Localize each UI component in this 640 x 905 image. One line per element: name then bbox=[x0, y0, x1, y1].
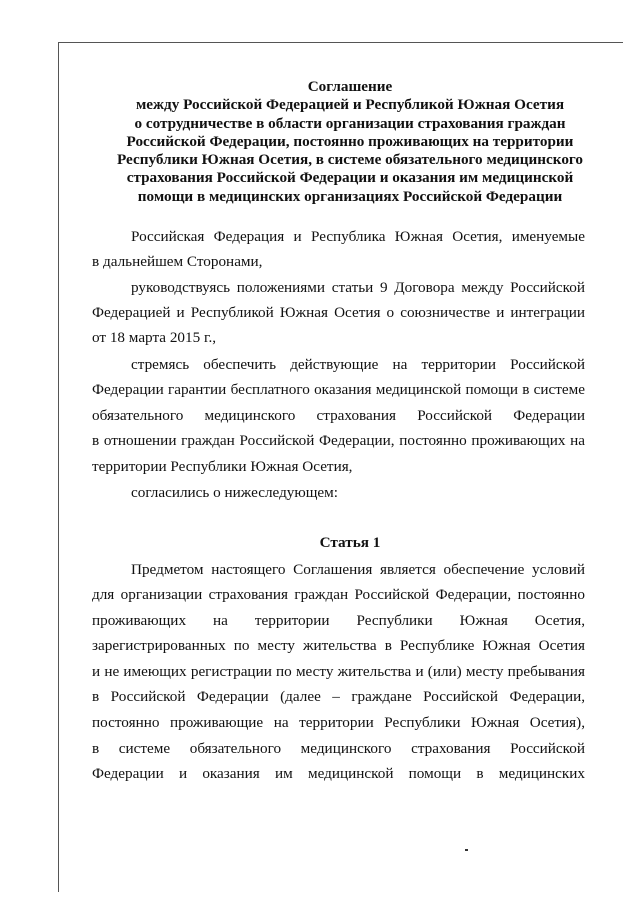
title-line: Российской Федерации, постоянно проживающих на территории bbox=[126, 132, 574, 150]
article-line: и не имеющих регистрации по месту жительства и (или) месту пребывания bbox=[92, 663, 585, 680]
title-line: Соглашение bbox=[307, 78, 393, 95]
article-line: в Российской Федерации (далее – граждане Российской Федерации, bbox=[92, 688, 585, 705]
preamble-line: согласились о нижеследующем: bbox=[131, 484, 339, 501]
preamble-line: Российская Федерация и Республика Южная Осетия, именуемые bbox=[131, 228, 585, 245]
article-line: в системе обязательного медицинского страхования Российской bbox=[92, 740, 585, 757]
preamble-line: обязательного медицинского страхования Российской Федерации bbox=[92, 407, 585, 424]
preamble-line: руководствуясь положениями статьи 9 Договора между Российской bbox=[131, 279, 585, 296]
preamble-line: стремясь обеспечить действующие на территории Российской bbox=[131, 356, 585, 373]
title-line: помощи в медицинских организациях Российской Федерации bbox=[137, 187, 563, 205]
article-line: для организации страхования граждан Российской Федерации, постоянно bbox=[92, 586, 585, 603]
article-line: зарегистрированных по месту жительства в Республике Южная Осетия bbox=[92, 637, 585, 654]
preamble-line: в дальнейшем Сторонами, bbox=[92, 253, 263, 270]
title-line: страхования Российской Федерации и оказания им медицинской bbox=[126, 169, 574, 187]
article-heading: Статья 1 bbox=[319, 534, 381, 551]
preamble-line: территории Республики Южная Осетия, bbox=[92, 458, 353, 475]
preamble-line: Федерации гарантии бесплатного оказания медицинской помощи в системе bbox=[92, 381, 585, 398]
article-line: Предметом настоящего Соглашения является обеспечение условий bbox=[131, 561, 585, 578]
article-line: постоянно проживающие на территории Республики Южная Осетия), bbox=[92, 714, 585, 731]
article-line: проживающих на территории Республики Южная Осетия, bbox=[92, 612, 585, 629]
scan-speck bbox=[465, 849, 468, 851]
title-line: о сотрудничестве в области организации страхования граждан bbox=[134, 114, 566, 132]
title-line: между Российской Федерацией и Республикой Южная Осетия bbox=[135, 96, 565, 114]
article-line: Федерации и оказания им медицинской помощи в медицинских bbox=[92, 765, 585, 782]
preamble-line: Федерацией и Республикой Южная Осетия о союзничестве и интеграции bbox=[92, 304, 585, 321]
title-line: Республики Южная Осетия, в системе обязательного медицинского bbox=[116, 151, 584, 169]
preamble-line: в отношении граждан Российской Федерации, постоянно проживающих на bbox=[92, 432, 585, 449]
preamble-line: от 18 марта 2015 г., bbox=[92, 329, 217, 346]
document-title bbox=[70, 78, 630, 206]
